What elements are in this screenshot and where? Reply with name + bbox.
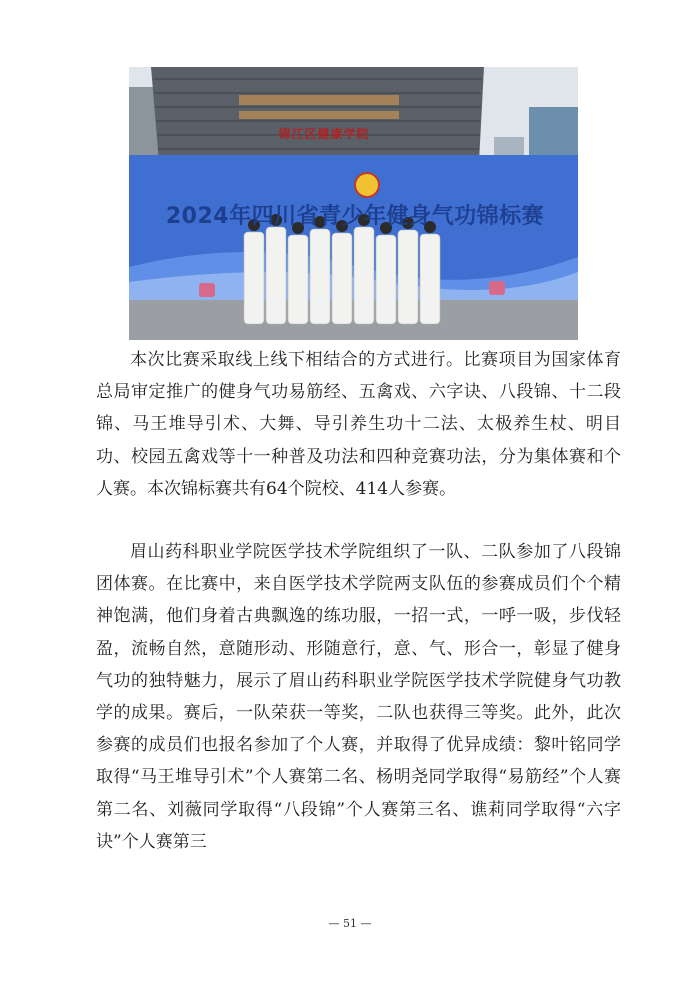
paragraph-1: 本次比赛采取线上线下相结合的方式进行。比赛项目为国家体育总局审定推广的健身气功易筋经、五禽戏、六字诀、八段锦、十二段锦、马王堆导引术、大舞、导引养生功十二法、太极养生杖、明目功、校园五禽戏等十一种普及功法和四种竞赛功法，分为集体赛和个人赛。本次锦标赛共有64个院校、414人参赛。 — [96, 350, 621, 499]
page-number: — 51 — — [328, 917, 372, 930]
paragraph-2-block — [96, 536, 621, 858]
paragraph-2: 眉山药科职业学院医学技术学院组织了一队、二队参加了八段锦团体赛。在比赛中，来自医学技术学院两支队伍的参赛成员们个个精神饱满，他们身着古典飘逸的练功服，一招一式，一呼一吸，步伐轻盈，流畅自然，意随形动、形随意行，意、气、形合一，彰显了健身气功的独特魅力，展示了眉山药科职业学院医学技术学院健身气功教学的成果。赛后，一队荣获一等奖，二队也获得三等奖。此外，此次参赛的成员们也报名参加了个人赛，并取得了优异成绩：黎叶铭同学取得“马王堆导引术”个人赛第二名、杨明尧同学取得“易筋经”个人赛第二名、刘薇同学取得“八段锦”个人赛第三名、谯莉同学取得“六字诀”个人赛第三 — [96, 542, 621, 852]
banner-title: 2024年四川省青少年健身气功锦标赛 — [165, 204, 545, 229]
building-sign: 锦江区健康学院 — [278, 127, 370, 141]
event-photo — [129, 67, 578, 340]
paragraph-1-block — [96, 344, 621, 505]
